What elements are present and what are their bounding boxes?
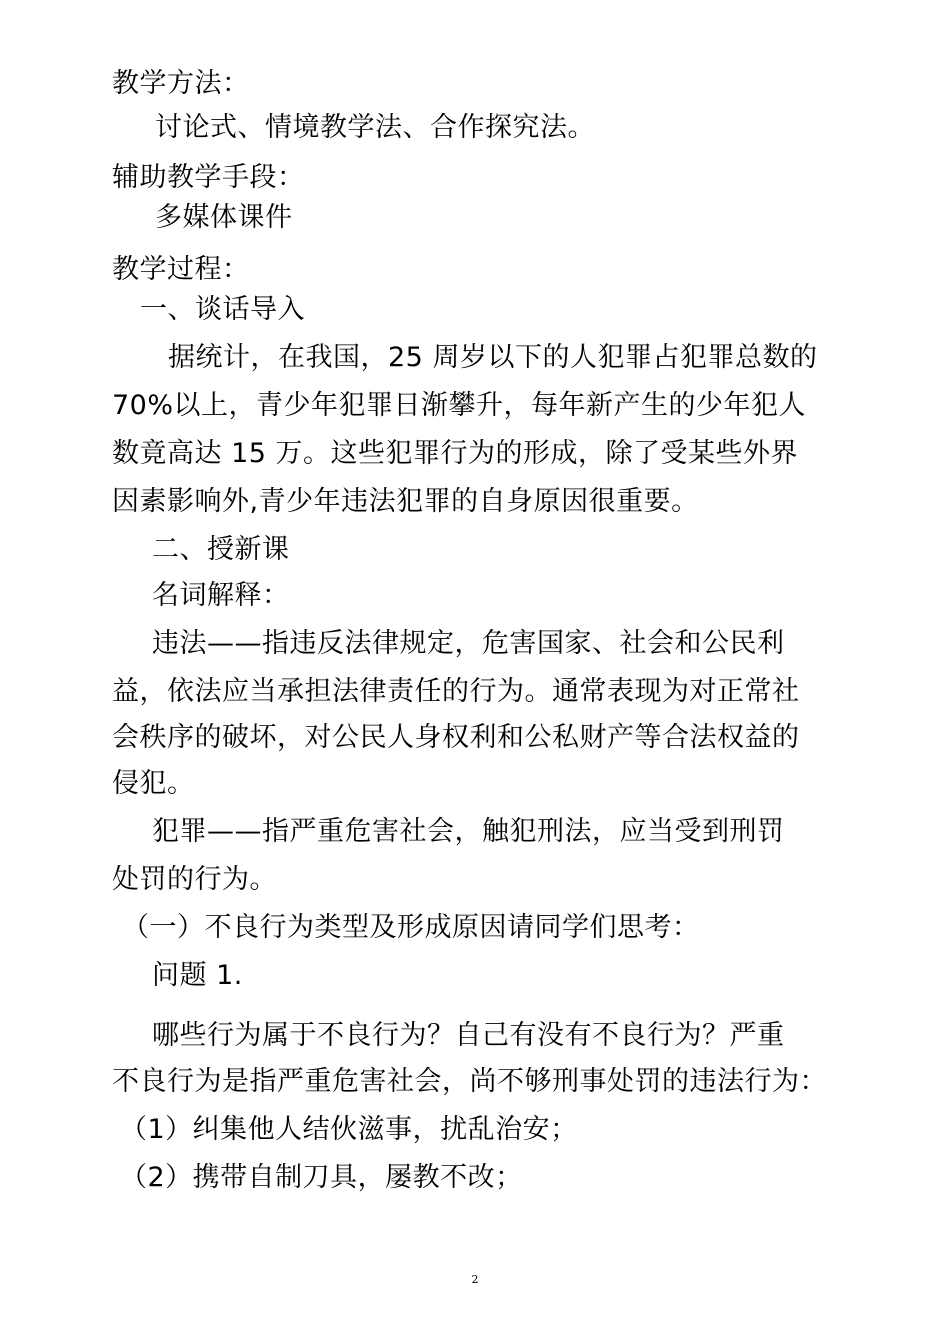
intro-paragraph-line: 数竟高达 15 万。这些犯罪行为的形成，除了受某些外界 xyxy=(112,438,799,469)
intro-paragraph-line: 70%以上，青少年犯罪日渐攀升，每年新产生的少年犯人 xyxy=(112,390,807,421)
section2-title: 二、授新课 xyxy=(152,534,290,565)
aids-heading: 辅助教学手段： xyxy=(112,162,305,193)
subsection1-title: （一）不良行为类型及形成原因请同学们思考： xyxy=(122,912,700,943)
intro-paragraph-line: 据统计，在我国，25 周岁以下的人犯罪占犯罪总数的 xyxy=(168,342,818,373)
illegal-definition-line: 侵犯。 xyxy=(112,768,195,799)
method-heading: 教学方法： xyxy=(112,68,250,99)
illegal-definition-line: 违法——指违反法律规定，危害国家、社会和公民利 xyxy=(152,628,785,659)
process-heading: 教学过程： xyxy=(112,254,250,285)
illegal-definition-line: 益，依法应当承担法律责任的行为。通常表现为对正常社 xyxy=(112,676,800,707)
terms-heading: 名词解释： xyxy=(152,580,290,611)
method-text: 讨论式、情境教学法、合作探究法。 xyxy=(155,112,595,143)
crime-definition-line: 犯罪——指严重危害社会，触犯刑法，应当受到刑罚 xyxy=(152,816,785,847)
aids-text: 多媒体课件 xyxy=(155,202,293,233)
question-line: 哪些行为属于不良行为？自己有没有不良行为？严重 xyxy=(152,1020,785,1051)
illegal-definition-line: 会秩序的破坏，对公民人身权利和公私财产等合法权益的 xyxy=(112,722,800,753)
list-item: （1）纠集他人结伙滋事，扰乱治安； xyxy=(120,1114,578,1145)
question-label: 问题 1. xyxy=(152,960,243,991)
section1-title: 一、谈话导入 xyxy=(140,294,305,325)
intro-paragraph-line: 因素影响外,青少年违法犯罪的自身原因很重要。 xyxy=(112,486,699,517)
page-number: 2 xyxy=(471,1273,479,1286)
list-item: （2）携带自制刀具，屡教不改； xyxy=(120,1162,523,1193)
crime-definition-line: 处罚的行为。 xyxy=(112,864,277,895)
question-line: 不良行为是指严重危害社会，尚不够刑事处罚的违法行为： xyxy=(112,1066,827,1097)
